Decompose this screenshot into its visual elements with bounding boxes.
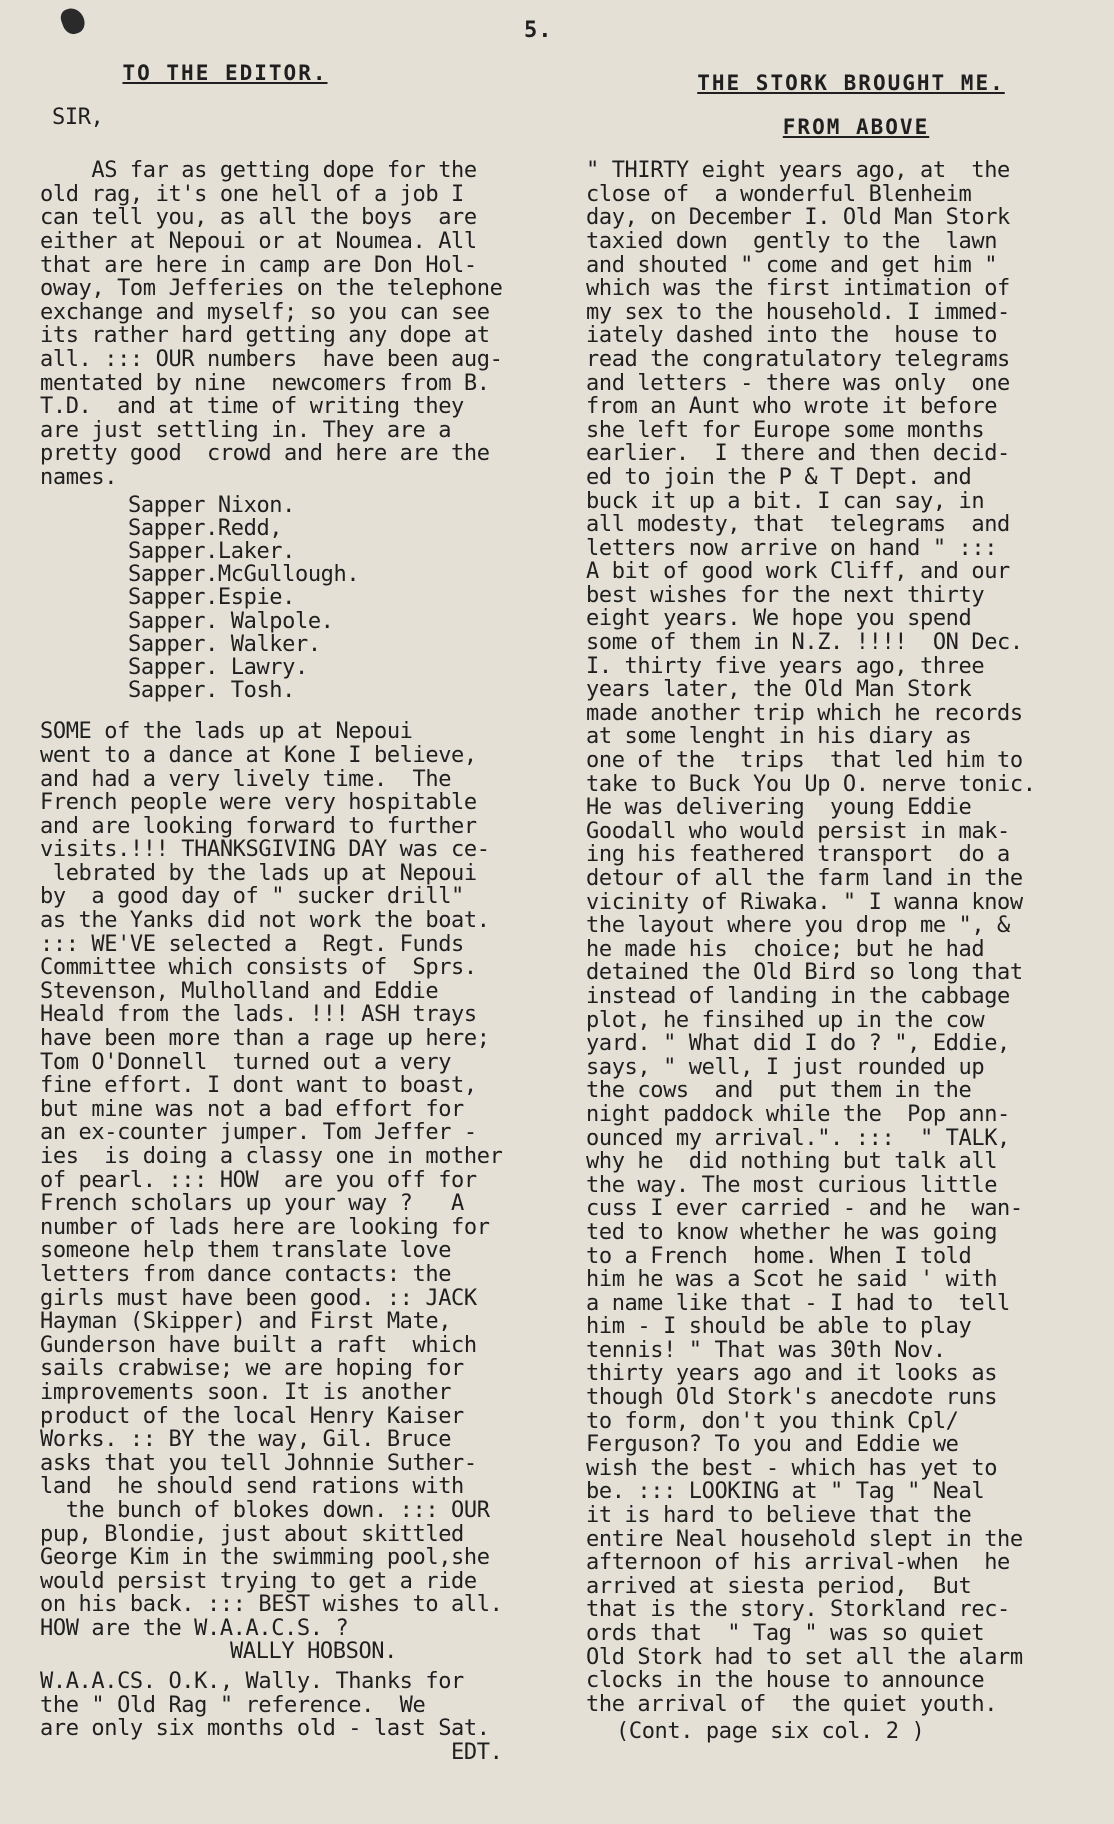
- name-item: Sapper. Tosh.: [128, 678, 295, 704]
- stork-subheading: FROM ABOVE: [782, 114, 930, 139]
- name-item: Sapper.Laker.: [128, 538, 295, 564]
- continued-note: (Cont. page six col. 2 ): [616, 1719, 925, 1745]
- letter-signature: WALLY HOBSON.: [230, 1639, 397, 1665]
- ink-blot-icon: [58, 5, 88, 37]
- letter-salutation: SIR,: [52, 104, 104, 130]
- name-item: Sapper Nixon.: [128, 492, 295, 518]
- letter-paragraph-1: AS far as getting dope for the old rag, it's one hell of a job I can tell you, as all the boys are either at Nepoui or at Noumea. All that are here in camp are Don Hol- oway, Tom Jefferies on the telephone exchange and myself; so you can see its rather hard getting any dope at all. ::: OUR numbers have been aug- mentated by nine newcomers from B. T.D. and at time of writing they are just settling in. They are a pretty good crowd and here are the names.: [40, 158, 503, 490]
- editor-reply: W.A.A.CS. O.K., Wally. Thanks for the " Old Rag " reference. We are only six months old - last Sat. EDT.: [40, 1669, 503, 1765]
- stork-column: [586, 56, 1086, 1744]
- name-item: Sapper. Lawry.: [128, 654, 308, 680]
- letter-column: [40, 56, 560, 1764]
- name-item: Sapper.Redd,: [128, 515, 283, 541]
- name-item: Sapper. Walpole.: [128, 608, 334, 634]
- letter-heading: TO THE EDITOR.: [122, 61, 328, 85]
- letter-paragraph-2: SOME of the lads up at Nepoui went to a dance at Kone I believe, and had a very lively time. The French people were very hospitable and are looking forward to further visits.!!! THANKSGIVING DAY was ce- lebrated by the lads up at Nepoui by a good day of " sucker drill" as the Yanks did not work the boat. ::: WE'VE selected a Regt. Funds Committee which consists of Sprs. Stevenson, Mulholland and Eddie Heald from the lads. !!! ASH trays have been more than a rage up here; Tom O'Donnell turned out a very fine effort. I dont want to boast, but mine was not a bad effort for an ex-counter jumper. Tom Jeffer - ies is doing a classy one in mother of pearl. ::: HOW are you off for French scholars up your way ? A number of lads here are looking for someone help them translate love letters from dance contacts: the girls must have been good. :: JACK Hayman (Skipper) and First Mate, Gunderson have built a raft which sails crabwise; we are hoping for improvements soon. It is another product of the local Henry Kaiser Works. :: BY the way, Gil. Bruce asks that you tell Johnnie Suther- land he should send rations with the bunch of blokes down. ::: OUR pup, Blondie, just about skittled George Kim in the swimming pool,she would persist trying to get a ride on his back. ::: BEST wishes to all. HOW are the W.A.A.C.S. ?: [40, 719, 503, 1641]
- name-item: Sapper.McGullough.: [128, 562, 360, 588]
- stork-paragraph: " THIRTY eight years ago, at the close of a wonderful Blenheim day, on December I. Old Man Stork taxied down gently to the lawn and shouted " come and get him " which was the first intimation of my sex to the household. I immed- iately dashed into the house to read the congratulatory telegrams and letters - there was only one from an Aunt who wrote it before she left for Europe some months earlier. I there and then decid- ed to join the P & T Dept. and buck it up a bit. I can say, in all modesty, that telegrams and letters now arrive on hand " ::: A bit of good work Cliff, and our best wishes for the next thirty eight years. We hope you spend some of them in N.Z. !!!! ON Dec. I. thirty five years ago, three years later, the Old Man Stork made another trip which he records at some lenght in his diary as one of the trips that led him to take to Buck You Up O. nerve tonic. He was delivering young Eddie Goodall who would persist in mak- ing his feathered transport do a detour of all the farm land in the vicinity of Riwaka. " I wanna know the layout where you drop me ", & he made his choice; but he had detained the Old Bird so long that instead of landing in the cabbage plot, he finsihed up in the cow yard. " What did I do ? ", Eddie, says, " well, I just rounded up the cows and put them in the night paddock while the Pop ann- ounced my arrival.". ::: " TALK, why he did nothing but talk all the way. The most curious little cuss I ever carried - and he wan- ted to know whether he was going to a French home. When I told him he was a Scot he said ' with a name like that - I had to tell him - I should be able to play tennis! " That was 30th Nov. thirty years ago and it looks as though Old Stork's anecdote runs to form, don't you think Cpl/ Ferguson? To you and Eddie we wish the best - which has yet to be. ::: LOOKING at " Tag " Neal it is hard to believe that the entire Neal household slept in the afternoon of his arrival-when he arrived at siesta period, But that is the story. Storkland rec- ords that " Tag " was so quiet Old Stork had to set all the alarm clocks in the house to announce the arrival of the quiet youth.: [586, 158, 1036, 1717]
- stork-heading: THE STORK BROUGHT ME.: [697, 71, 1005, 95]
- newcomer-name-list: [128, 494, 560, 703]
- name-item: Sapper. Walker.: [128, 631, 321, 657]
- name-item: Sapper.Espie.: [128, 585, 295, 611]
- page-number: 5.: [524, 18, 553, 43]
